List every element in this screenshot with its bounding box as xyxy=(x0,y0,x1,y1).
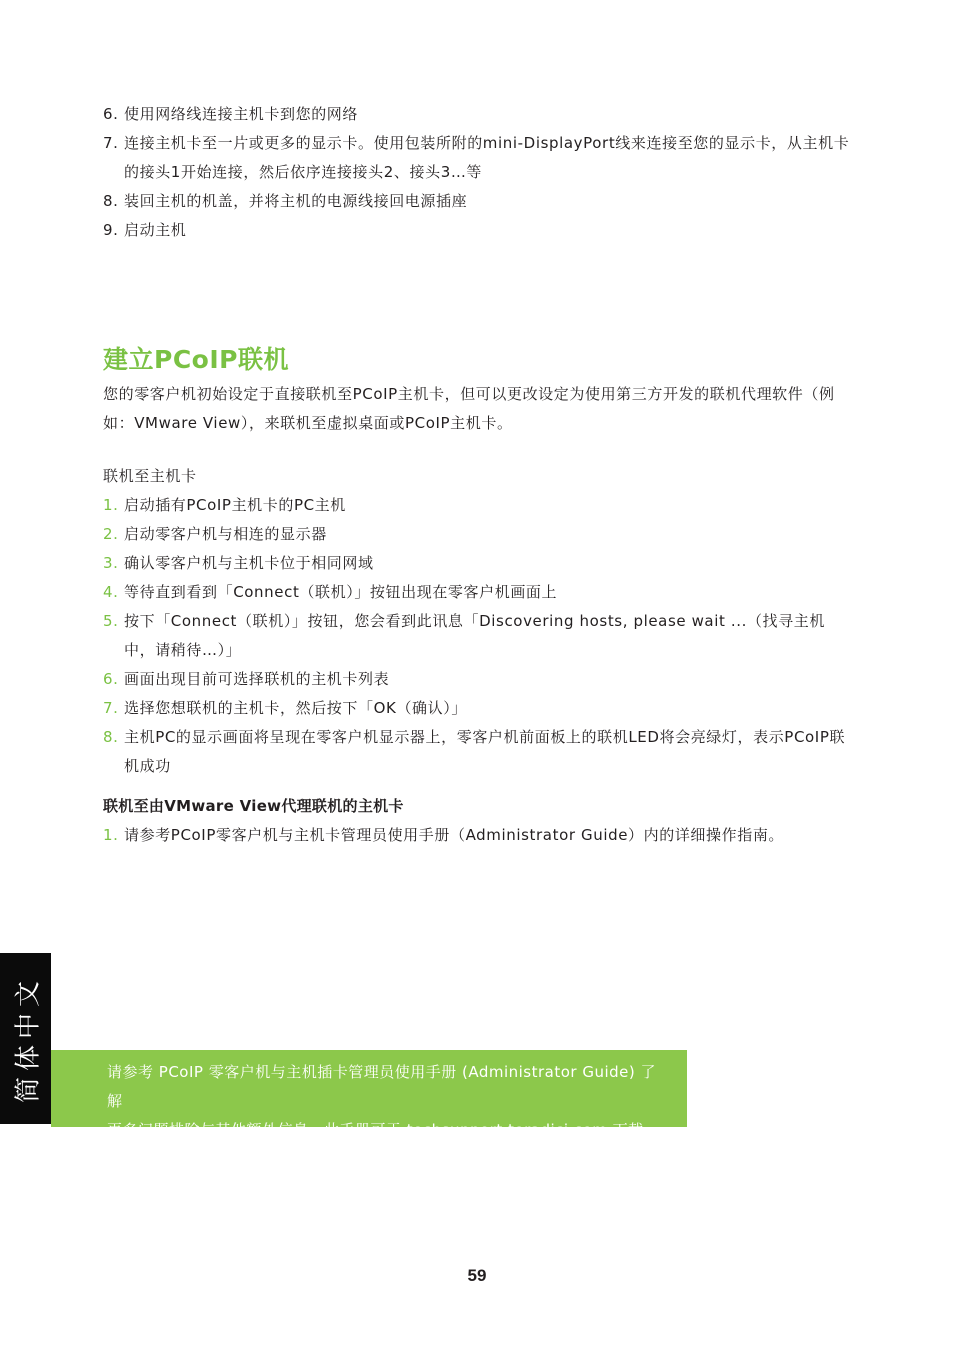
note-box xyxy=(51,1050,687,1139)
list-item xyxy=(103,821,848,850)
item-number: 1. xyxy=(103,496,119,514)
item-text: 确认零客户机与主机卡位于相同网域 xyxy=(124,554,374,572)
item-number: 2. xyxy=(103,525,119,543)
list-item xyxy=(103,578,848,607)
language-side-tab xyxy=(0,953,51,1124)
page-number: 59 xyxy=(467,1266,487,1285)
item-number: 8. xyxy=(103,728,119,746)
item-text: 启动主机 xyxy=(124,221,187,239)
list-item xyxy=(103,607,848,665)
item-text: 请参考PCoIP零客户机与主机卡管理员使用手册（Administrator Guide）内的详细操作指南。 xyxy=(124,826,785,844)
list-item xyxy=(103,520,848,549)
item-number: 4. xyxy=(103,583,119,601)
list-item xyxy=(103,665,848,694)
item-number: 6. xyxy=(103,670,119,688)
item-text: 连接主机卡至一片或更多的显示卡。使用包装所附的mini-DisplayPort线来连接至您的显示卡，从主机卡的接头1开始连接，然后依序连接接头2、接头3…等 xyxy=(124,134,850,181)
list-item xyxy=(103,491,848,520)
note-line: 请参考 PCoIP 零客户机与主机插卡管理员使用手册 (Administrator Guide) 了解 xyxy=(107,1063,657,1110)
language-label: 简体中文 xyxy=(13,974,43,1103)
list-item xyxy=(103,723,848,781)
item-number: 5. xyxy=(103,612,119,630)
item-text: 选择您想联机的主机卡，然后按下「OK（确认）」 xyxy=(124,699,467,717)
item-number: 9. xyxy=(103,221,119,239)
item-text: 主机PC的显示画面将呈现在零客户机显示器上，零客户机前面板上的联机LED将会亮绿灯，表示PCoIP联机成功 xyxy=(124,728,846,775)
list-item xyxy=(103,100,863,129)
note-line: 更多问题排除与其他额外信息，此手册可于 techsupport.teradici.com 下载 xyxy=(107,1121,644,1139)
section-title: 建立PCoIP联机 xyxy=(103,345,289,374)
item-text: 画面出现目前可选择联机的主机卡列表 xyxy=(124,670,390,688)
item-number: 1. xyxy=(103,826,119,844)
item-text: 启动零客户机与相连的显示器 xyxy=(124,525,327,543)
list-item xyxy=(103,216,863,245)
item-number: 3. xyxy=(103,554,119,572)
item-text: 使用网络线连接主机卡到您的网络 xyxy=(124,105,359,123)
list-item xyxy=(103,187,863,216)
item-text: 装回主机的机盖，并将主机的电源线接回电源插座 xyxy=(124,192,468,210)
item-text: 等待直到看到「Connect（联机）」按钮出现在零客户机画面上 xyxy=(124,583,558,601)
list-item xyxy=(103,129,863,187)
item-number: 6. xyxy=(103,105,119,123)
connection-steps-list xyxy=(103,491,848,781)
intro-paragraph: 您的零客户机初始设定于直接联机至PCoIP主机卡，但可以更改设定为使用第三方开发的联机代理软件（例如：VMware View），来联机至虚拟桌面或PCoIP主机卡。 xyxy=(103,385,835,432)
item-number: 8. xyxy=(103,192,119,210)
subsection-heading-bold: 联机至由VMware View代理联机的主机卡 xyxy=(103,797,404,815)
list-item xyxy=(103,549,848,578)
item-text: 启动插有PCoIP主机卡的PC主机 xyxy=(124,496,346,514)
item-text: 按下「Connect（联机）」按钮，您会看到此讯息「Discovering hosts, please wait ...（找寻主机中，请稍待…）」 xyxy=(124,612,825,659)
subsection-heading: 联机至主机卡 xyxy=(103,467,197,485)
item-number: 7. xyxy=(103,134,119,152)
list-item xyxy=(103,694,848,723)
installation-steps-list xyxy=(103,100,863,245)
vmware-steps-list xyxy=(103,821,848,850)
item-number: 7. xyxy=(103,699,119,717)
